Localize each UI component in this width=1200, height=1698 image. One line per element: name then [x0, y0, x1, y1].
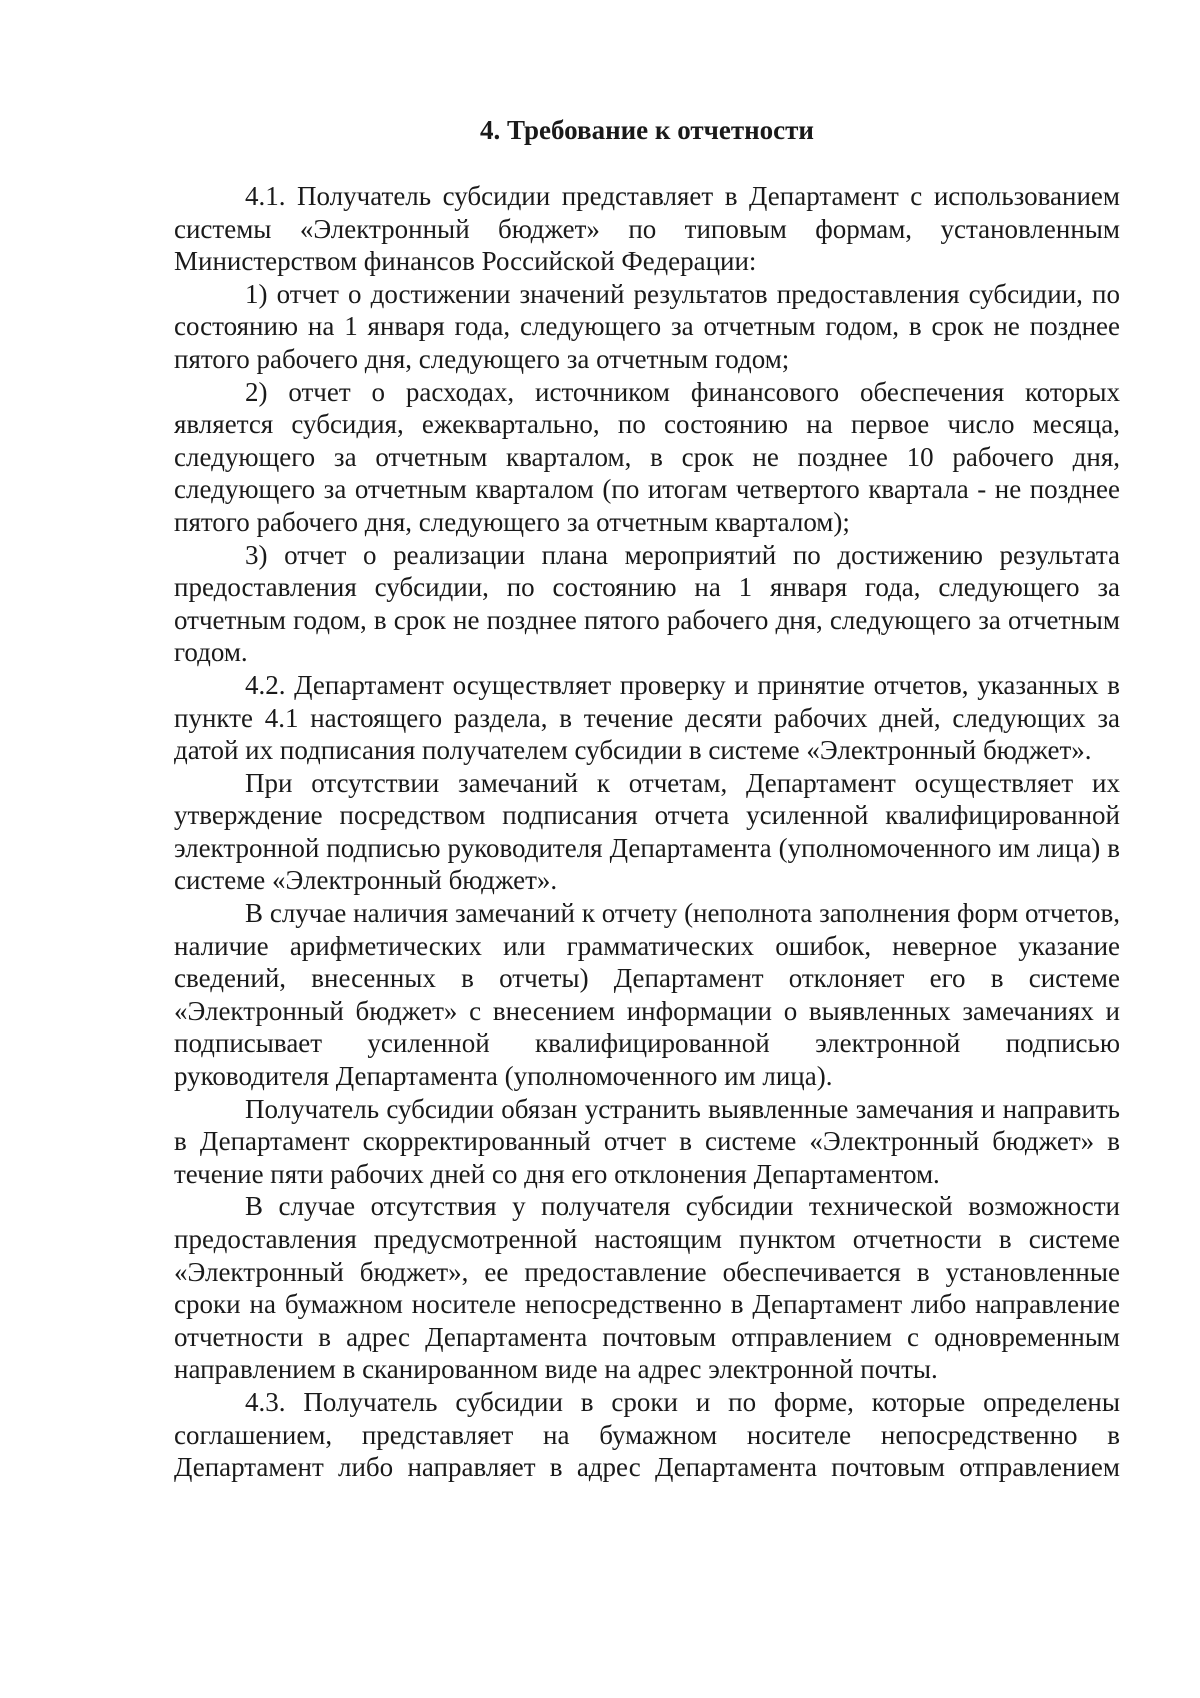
- paragraph-4-3: 4.3. Получатель субсидии в сроки и по форме, которые определены соглашением, представляет на бумажном носителе непосредственно в Департамент либо направляет в адрес Департамента почтовым отправлением: [174, 1386, 1120, 1483]
- paragraph-paper-submission: В случае отсутствия у получателя субсидии технической возможности предоставления предусмотренной настоящим пунктом отчетности в системе «Электронный бюджет», ее предоставление обеспечивается в установленные сроки на бумажном носителе непосредственно в Департамент либо направление отчетности в адрес Департамента почтовым отправлением с одновременным направлением в сканированном виде на адрес электронной почты.: [174, 1191, 1120, 1385]
- paragraph-item-2: 2) отчет о расходах, источником финансового обеспечения которых является субсидия, ежеквартально, по состоянию на первое число месяца, следующего за отчетным кварталом, в срок не позднее 10 рабочего дня, следующего за отчетным кварталом (по итогам четвертого квартала - не позднее пятого рабочего дня, следующего за отчетным кварталом);: [174, 376, 1120, 537]
- paragraph-4-1: 4.1. Получатель субсидии представляет в Департамент с использованием системы «Электронный бюджет» по типовым формам, установленным Министерством финансов Российской Федерации:: [174, 181, 1120, 277]
- document-page: [174, 112, 1120, 1484]
- paragraph-item-1: 1) отчет о достижении значений результатов предоставления субсидии, по состоянию на 1 января года, следующего за отчетным годом, в срок не позднее пятого рабочего дня, следующего за отчетным годом;: [174, 278, 1120, 374]
- paragraph-4-2: 4.2. Департамент осуществляет проверку и принятие отчетов, указанных в пункте 4.1 настоящего раздела, в течение десяти рабочих дней, следующих за датой их подписания получателем субсидии в системе «Электронный бюджет».: [174, 669, 1120, 766]
- paragraph-item-3: 3) отчет о реализации плана мероприятий по достижению результата предоставления субсидии, по состоянию на 1 января года, следующего за отчетным годом, в срок не позднее пятого рабочего дня, следующего за отчетным годом.: [174, 539, 1120, 668]
- paragraph-remarks: В случае наличия замечаний к отчету (неполнота заполнения форм отчетов, наличие арифметических или грамматических ошибок, неверное указание сведений, внесенных в отчеты) Департамент отклоняет его в системе «Электронный бюджет» с внесением информации о выявленных замечаниях и подписывает усиленной квалифицированной электронной подписью руководителя Департамента (уполномоченного им лица).: [174, 898, 1120, 1092]
- paragraph-approval: При отсутствии замечаний к отчетам, Департамент осуществляет их утверждение посредством подписания отчета усиленной квалифицированной электронной подписью руководителя Департамента (уполномоченного им лица) в системе «Электронный бюджет».: [174, 767, 1120, 896]
- section-heading: 4. Требование к отчетности: [480, 115, 814, 145]
- paragraph-correction: Получатель субсидии обязан устранить выявленные замечания и направить в Департамент скорректированный отчет в системе «Электронный бюджет» в течение пяти рабочих дней со дня его отклонения Департаментом.: [174, 1093, 1120, 1189]
